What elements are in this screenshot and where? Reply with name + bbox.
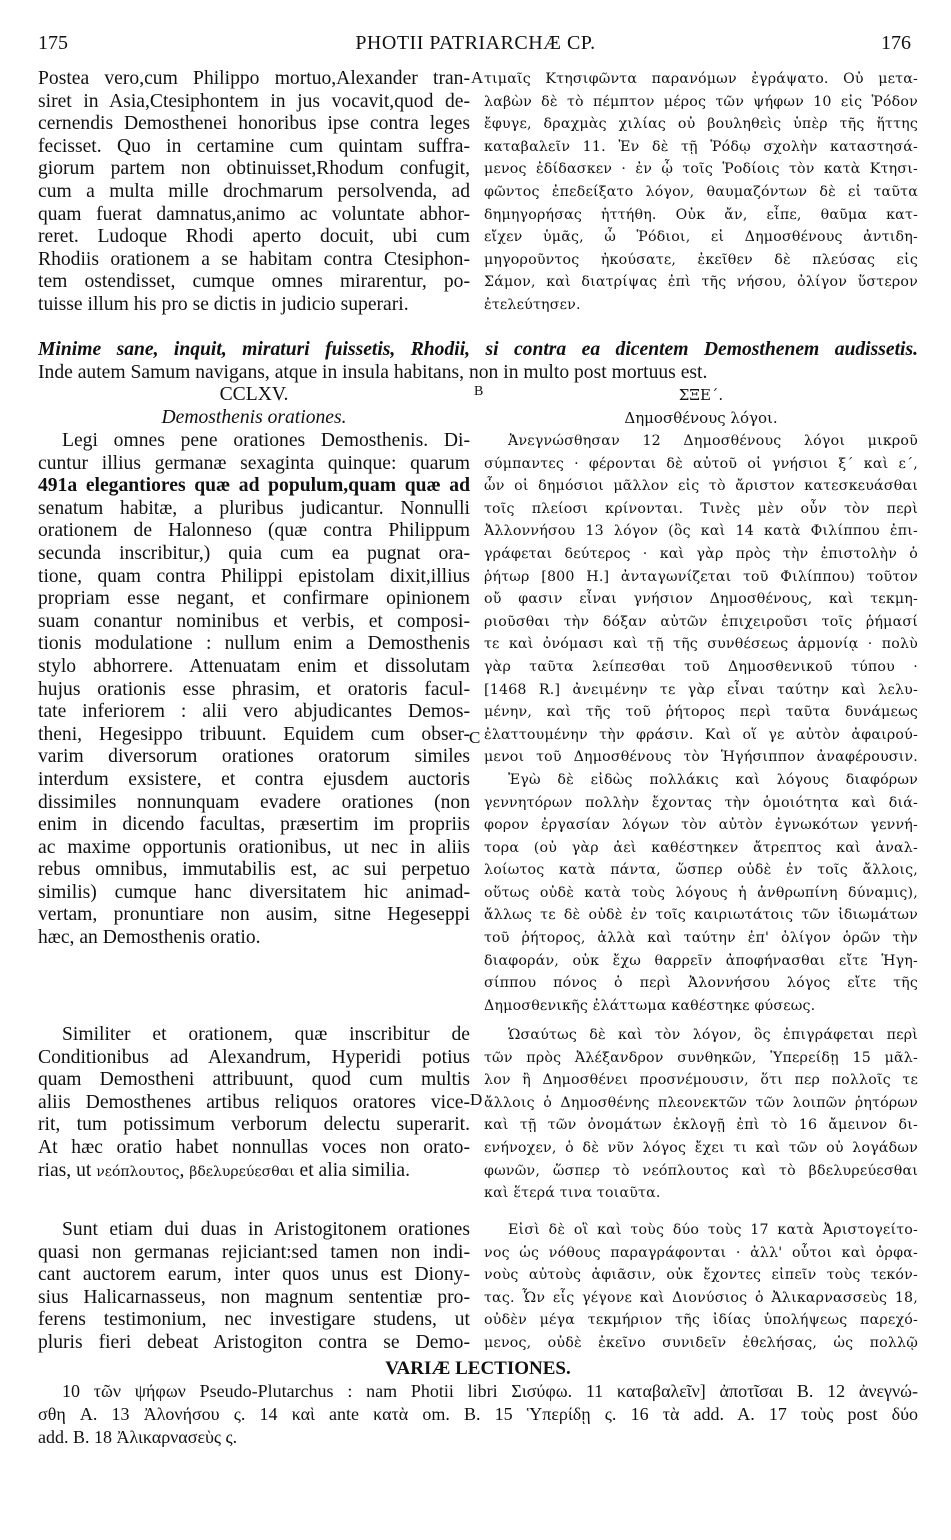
latin-line: enim in dicendo facultas, præsertim im propriis <box>38 814 470 836</box>
greek-line: [1468 R.] ἀνειμένην τε γὰρ εἶναι ταύτην καὶ λελυ- <box>484 681 918 698</box>
greek-section-heading <box>484 384 918 429</box>
greek-line: λον ἢ Δημοσθένει προσνέμουσιν, ὅτι περ πολλοῖς τε <box>484 1072 918 1089</box>
page-number-left: 175 <box>38 32 68 54</box>
greek-line: εἴχεν ὑμᾶς, ὦ Ῥόδιοι, εἰ Δημοσθένους ἀντιδη- <box>484 229 918 246</box>
greek-line: τιμαῖς Κτησιφῶντα παρανόμων ἐγράψατο. Οὐ μετα- <box>484 71 918 87</box>
full-width-text <box>38 339 918 384</box>
latin-line: siret in Asia,Ctesiphontem in jus vocavit,quod de- <box>38 90 470 112</box>
greek-line: καὶ ἕτερά τινα τοιαῦτα. <box>484 1185 661 1202</box>
latin-line: Postea vero,cum Philippo mortuo,Alexander tran- <box>38 68 470 89</box>
latin-line: quam fuerat damnatus,animo ac voluntate abhor- <box>38 203 470 225</box>
latin-line: cant auctorem earum, inter quos unus est Diony- <box>38 1264 470 1286</box>
greek-line: καταβαλεῖν 11. Ἐν δὲ τῇ Ῥόδῳ σχολὴν καταστησά- <box>484 138 918 155</box>
latin-line: quasi non germanas rejiciant:sed tamen non indi- <box>38 1241 470 1263</box>
latin-line: tuisse illum his pro se dictis in judicio superari. <box>38 293 409 315</box>
latin-line: secunda inscribitur,) quia cum ea pugnat ora- <box>38 542 470 564</box>
variae-line: σθη A. 13 Ἀλονήσου ς. 14 καὶ ante κατὰ om. B. 15 Ὑπερίδῃ ς. 16 τὰ add. A. 17 τοὺς post δύο <box>38 1404 918 1424</box>
greek-line: τῶν πρὸς Ἀλέξανδρον συνθηκῶν, Ὑπερείδῃ 15 μᾶλ- <box>484 1049 918 1066</box>
greek-line: ἄλλως τε δὲ οὐδὲ ἐν τοῖς καιριωτάτοις τῶν ἰδιωμάτων <box>484 907 918 924</box>
full-line: Inde autem Samum navigans, atque in insula habitans, non in multo post mortuus est. <box>38 361 708 383</box>
greek-line: φῶντος ἐπεδείξατο λόγον, θαυμαζόντων δὲ εἰ ταῦτα <box>484 183 918 200</box>
greek-line: τοῦ ῥήτορος, ἀλλὰ καὶ ταύτην ἐπ' ὀλίγον ὁρῶν τὴν <box>484 930 918 947</box>
latin-column-main <box>38 430 470 950</box>
greek-column-aristogiton <box>484 1219 918 1355</box>
latin-line: 491a elegantiores quæ ad populum,quam quæ ad <box>38 475 470 497</box>
greek-line: νος ὡς νόθους παραγράφονται · ἀλλ' οὗτοι καὶ ὀρφα- <box>484 1244 918 1261</box>
variae-title: VARIÆ LECTIONES. <box>385 1358 571 1379</box>
latin-line: pluris fieri debeat Aristogiton contra se Demo- <box>38 1331 470 1353</box>
greek-line: ενήνοχεν, ὁ δὲ νῦν λόγος ἔχει τι καὶ τῶν οὐ λογάδων <box>484 1139 918 1156</box>
greek-line: ἔφυγε, δραχμὰς χιλίας οὐ βουληθεὶς ὑπὲρ τῆς ἥττης <box>484 116 918 133</box>
greek-line: σίππου πόνος ὁ περὶ Ἀλοννήσου λόγος εἴτε τῆς <box>484 975 918 992</box>
greek-line: ριοῦσθαι τὴν δόξαν αὐτῶν ἐπιχειροῦσι τοῖς ῥήμασί <box>484 613 918 630</box>
latin-section-heading <box>38 384 470 429</box>
greek-line: σύμπαντες · φέρονται δὲ αὐτοῦ οἱ γνήσιοι ξ΄ καὶ ε΄, <box>484 455 918 472</box>
greek-word: βδελυρεύεσθαι <box>189 1163 295 1180</box>
latin-line: rit, tum potissimum verborum delectu superarit. <box>38 1114 470 1136</box>
latin-line: tione, quam contra Philippi epistolam dixit,illius <box>38 565 470 587</box>
latin-line: similis) cumque hanc diversitatem hic animad- <box>38 881 470 903</box>
margin-letter-c: C <box>469 728 481 747</box>
latin-line: ferens testimonium, nec investigare studens, ut <box>38 1309 470 1331</box>
greek-line: ῥήτωρ [800 H.] ἀνταγωνίζεται τοῦ Φιλίππου) τοῦτον <box>484 568 918 585</box>
latin-line: orationem de Halonneso (quæ contra Philippum <box>38 520 470 542</box>
latin-line: senatum habitæ, a pluribus judicantur. Nonnulli <box>38 497 470 519</box>
latin-line: Sunt etiam dui duas in Aristogitonem orationes <box>62 1219 470 1240</box>
latin-line: dissimiles nonnunquam evadere orationes (non <box>38 791 470 813</box>
latin-line: varim diversorum orationes oratorum similes <box>38 746 470 768</box>
latin-line: suam conantur nominibus et verbis, et composi- <box>38 610 470 632</box>
greek-column-top <box>484 68 918 317</box>
greek-line: τοῖς πλείοσι κρίνονται. Τινὲς μὲν οὖν τὸν περὶ <box>484 500 918 517</box>
greek-line: οὔ φασιν εἶναι γνήσιον Δημοσθένους, καὶ τεκμη- <box>484 591 918 608</box>
latin-line: hæc, an Demosthenis oratio. <box>38 927 261 949</box>
latin-line: Similiter et orationem, quæ inscribitur de <box>62 1024 470 1045</box>
greek-line: τε καὶ ὀνόμασι καὶ τῇ τῆς συνθέσεως ἁρμονίᾳ · πολὺ <box>484 636 918 653</box>
greek-line: λαβὼν δὲ τὸ πέμπτον μέρος τῶν ψήφων 10 εἰς Ῥόδον <box>484 93 918 110</box>
latin-line: fecisset. Quo in certamine cum quintam suffra- <box>38 135 470 157</box>
latin-text: rias, ut <box>38 1159 92 1181</box>
greek-line: μένην, καὶ τῆς τοῦ ῥήτορος περὶ ταῦτα δυνάμεως <box>484 704 918 721</box>
greek-line: Ἐγὼ δὲ εἰδὼς πολλάκις καὶ λόγους διαφόρων <box>508 771 918 788</box>
greek-line: Εἰσὶ δὲ οἳ καὶ τοὺς δύο τοὺς 17 κατὰ Ἀριστογείτο- <box>508 1222 918 1238</box>
variae-line: 10 τῶν ψήφων Pseudo-Plutarchus : nam Photii libri Σισύφω. 11 καταβαλεῖν] ἀποτῖσαι B. 12 ἀνεγνώ- <box>62 1381 918 1401</box>
greek-line: φορον ἐργασίαν λόγων τὸν αὐτὸν ἐγνωκότων γεννή- <box>484 817 918 834</box>
latin-line: aliis Demosthenes artibus reliquos oratores vice- <box>38 1091 470 1113</box>
greek-line: οὕτως οὐδὲ κατὰ τοὺς λόγους ἡ ἀνθρωπίνη δύναμις), <box>484 884 918 901</box>
latin-line: giorum partem non obtinuisset,Rhodum confugit, <box>38 158 470 180</box>
latin-column-hyperides <box>38 1024 470 1182</box>
greek-line: οὐδὲν μέγα τεκμήριον τῆς ἰδίας ὑπολήψεως παρεχό- <box>484 1312 918 1329</box>
latin-line: quam Demostheni attribuunt, quod cum multis <box>38 1069 470 1091</box>
greek-line: διαφοράν, οὐκ ἔχω θαρρεῖν ἀποφήνασθαι εἴτε Ἡγη- <box>484 952 918 969</box>
greek-column-main <box>484 430 918 1017</box>
greek-line: φωνῶν, ὥσπερ τὸ νεόπλουτος καὶ τὸ βδελυρεύεσθαι <box>484 1162 918 1179</box>
latin-line: At hæc oratio habet nonnullas voces non orato- <box>38 1136 470 1158</box>
greek-line: λοίωτος κατὰ πάντα, ὥσπερ οὐδὲ ἐν τοῖς ἄλλοις, <box>484 862 918 879</box>
latin-column-top <box>38 68 470 317</box>
latin-line: Conditionibus ad Alexandrum, Hyperidi potius <box>38 1046 470 1068</box>
latin-line: reret. Ludoque Rhodi aperto docuit, ubi cum <box>38 226 470 248</box>
latin-line: Legi omnes pene orationes Demosthenis. Di- <box>62 430 470 451</box>
latin-column-aristogiton <box>38 1219 470 1355</box>
greek-line: τας. Ὧν εἷς γέγονε καὶ Διονύσιος ὁ Ἀλικαρνασσεὺς 18, <box>484 1289 918 1306</box>
greek-line: δημηγορήσας ἡττήθη. Οὐκ ἄν, εἶπε, θαῦμα κατ- <box>484 206 918 223</box>
greek-line: Δημοσθενικῆς ἐλάττωμα καθέστηκε φύσεως. <box>484 997 816 1014</box>
latin-line: stylo abhorrere. Attenuatam enim et dissolutam <box>38 655 470 677</box>
latin-line: Rhodiis orationem a se habitam contra Ctesiphon- <box>38 248 470 270</box>
greek-line: ἄλλοις ὁ Δημοσθένης πλεονεκτῶν τῶν λοιπῶν ῥητόρων <box>484 1094 918 1111</box>
latin-line: ac maxime opportunis orationibus, ut nec in aliis <box>38 836 470 858</box>
latin-line: hujus orationis esse phrasim, et oratoris facul- <box>38 678 470 700</box>
latin-section-title: Demosthenis orationes. <box>161 406 347 428</box>
greek-line: ὧν οἱ δημόσιοι μᾶλλον εἰς τὸ ἄριστον κατεσκευάσθαι <box>484 478 918 495</box>
latin-line: cernendis Demosthenei honoribus ipse contra leges <box>38 113 470 135</box>
margin-letter-b: B <box>474 384 484 399</box>
greek-line: Ἀλλοννήσου 13 λόγον (ὃς καὶ 14 κατὰ Φιλίππου ἐπι- <box>484 523 918 540</box>
latin-line: vertam, pronuntiare non ausim, sitne Hegeseppi <box>38 904 470 926</box>
greek-line: ἐλαττουμένην τὴν φράσιν. Καὶ οἵ γε αὐτὸν ἀφαιρού- <box>484 726 918 743</box>
latin-text: et alia similia. <box>299 1159 410 1181</box>
greek-line: Ὡσαύτως δὲ καὶ τὸν λόγον, ὃς ἐπιγράφεται περὶ <box>508 1027 918 1043</box>
latin-line: theni, Hegesippo tribuunt. Equidem cum obser- <box>38 723 470 745</box>
greek-line: Σάμον, καὶ διατρίψας ἐπὶ τῆς νήσου, ὀλίγον ὕστερον <box>484 274 918 291</box>
greek-line: Ἀνεγνώσθησαν 12 Δημοσθένους λόγοι μικροῦ <box>508 433 918 449</box>
greek-line: γεννητόρων πολλὴν ἔχοντας τὴν ὁμοιότητα καὶ διά- <box>484 794 918 811</box>
variae-lectiones <box>38 1357 918 1449</box>
latin-line: tem ostendisset, cumque omnes mirarentur, po- <box>38 271 470 293</box>
greek-line: τορα (οὐ γὰρ ἀεὶ καθέστηκεν ἄτρεπτος καὶ ἀναλ- <box>484 839 918 856</box>
latin-line: interdum exsistere, et contra ejusdem auctoris <box>38 768 470 790</box>
latin-line: sius Halicarnasseus, non magnum sententiæ pro- <box>38 1286 470 1308</box>
margin-letter-a: A <box>471 68 484 87</box>
greek-word: νεόπλουτος <box>96 1163 180 1180</box>
latin-line: tionis modulatione : nullum enim a Demosthenis <box>38 633 470 655</box>
greek-line: μενος, οὐδὲ ἐκεῖνο συνιδεῖν ἐθελήσας, ὡς πολλῷ <box>484 1334 918 1351</box>
latin-section-number: CCLXV. <box>219 384 289 405</box>
full-line-italic: Minime sane, inquit, miraturi fuissetis, Rhodii, si contra ea dicentem Demosthenem audissetis. <box>38 339 918 360</box>
page-number-right: 176 <box>881 32 911 54</box>
greek-line: γὰρ ταῦτα λείπεσθαι τοῦ Δημοσθενικοῦ τύπου · <box>484 658 918 675</box>
greek-section-title: Δημοσθένους λόγοι. <box>624 408 778 427</box>
latin-line-mixed: rias, ut νεόπλουτος, βδελυρεύεσθαι et alia similia. <box>38 1159 410 1181</box>
greek-line: ἐτελεύτησεν. <box>484 296 581 313</box>
greek-section-number: ΣΞΕ΄. <box>678 386 724 404</box>
greek-line: μενοι τοῦ Δημοσθένους τὸν Ἡγήσιππον ἀναφέρουσιν. <box>484 749 918 766</box>
greek-line: νοὺς αὐτοὺς ἀφιᾶσιν, οὐκ ἔχοντες εἰπεῖν τοὺς τεκόν- <box>484 1267 918 1284</box>
greek-line: μενος ἐδίδασκεν · ἐν ᾧ τοῖς Ῥοδίοις τὸν κατὰ Κτησι- <box>484 161 918 178</box>
variae-line: add. B. 18 Ἀλικαρνασεὺς ς. <box>38 1427 238 1447</box>
latin-line: cum a multa mille drochmarum persolvenda, ad <box>38 180 470 202</box>
greek-line: γράφεται δεύτερος · καὶ γὰρ πρὸς τὴν ἐπιστολὴν ὁ <box>484 545 918 562</box>
running-title: PHOTII PATRIARCHÆ CP. <box>355 32 596 54</box>
greek-line: μηγοροῦντος ἠκούσατε, ἐκεῖθεν δὲ πλεύσας εἰς <box>484 251 918 268</box>
margin-letter-d: D <box>470 1090 483 1109</box>
latin-line: tate inferiorem : alii vero abjudicantes Demos- <box>38 701 470 723</box>
latin-line: propriam esse negant, et confirmare opinionem <box>38 588 470 610</box>
greek-line: καὶ τῇ τῶν ὀνομάτων ἐκλογῇ ἐπὶ τὸ 16 ἄμεινον δι- <box>484 1117 918 1134</box>
greek-column-hyperides <box>484 1024 918 1205</box>
latin-line: rebus omnibus, immutabilis est, ac sui perpetuo <box>38 859 470 881</box>
latin-line: cuntur illius germanæ sexaginta quinque: quarum <box>38 452 470 474</box>
